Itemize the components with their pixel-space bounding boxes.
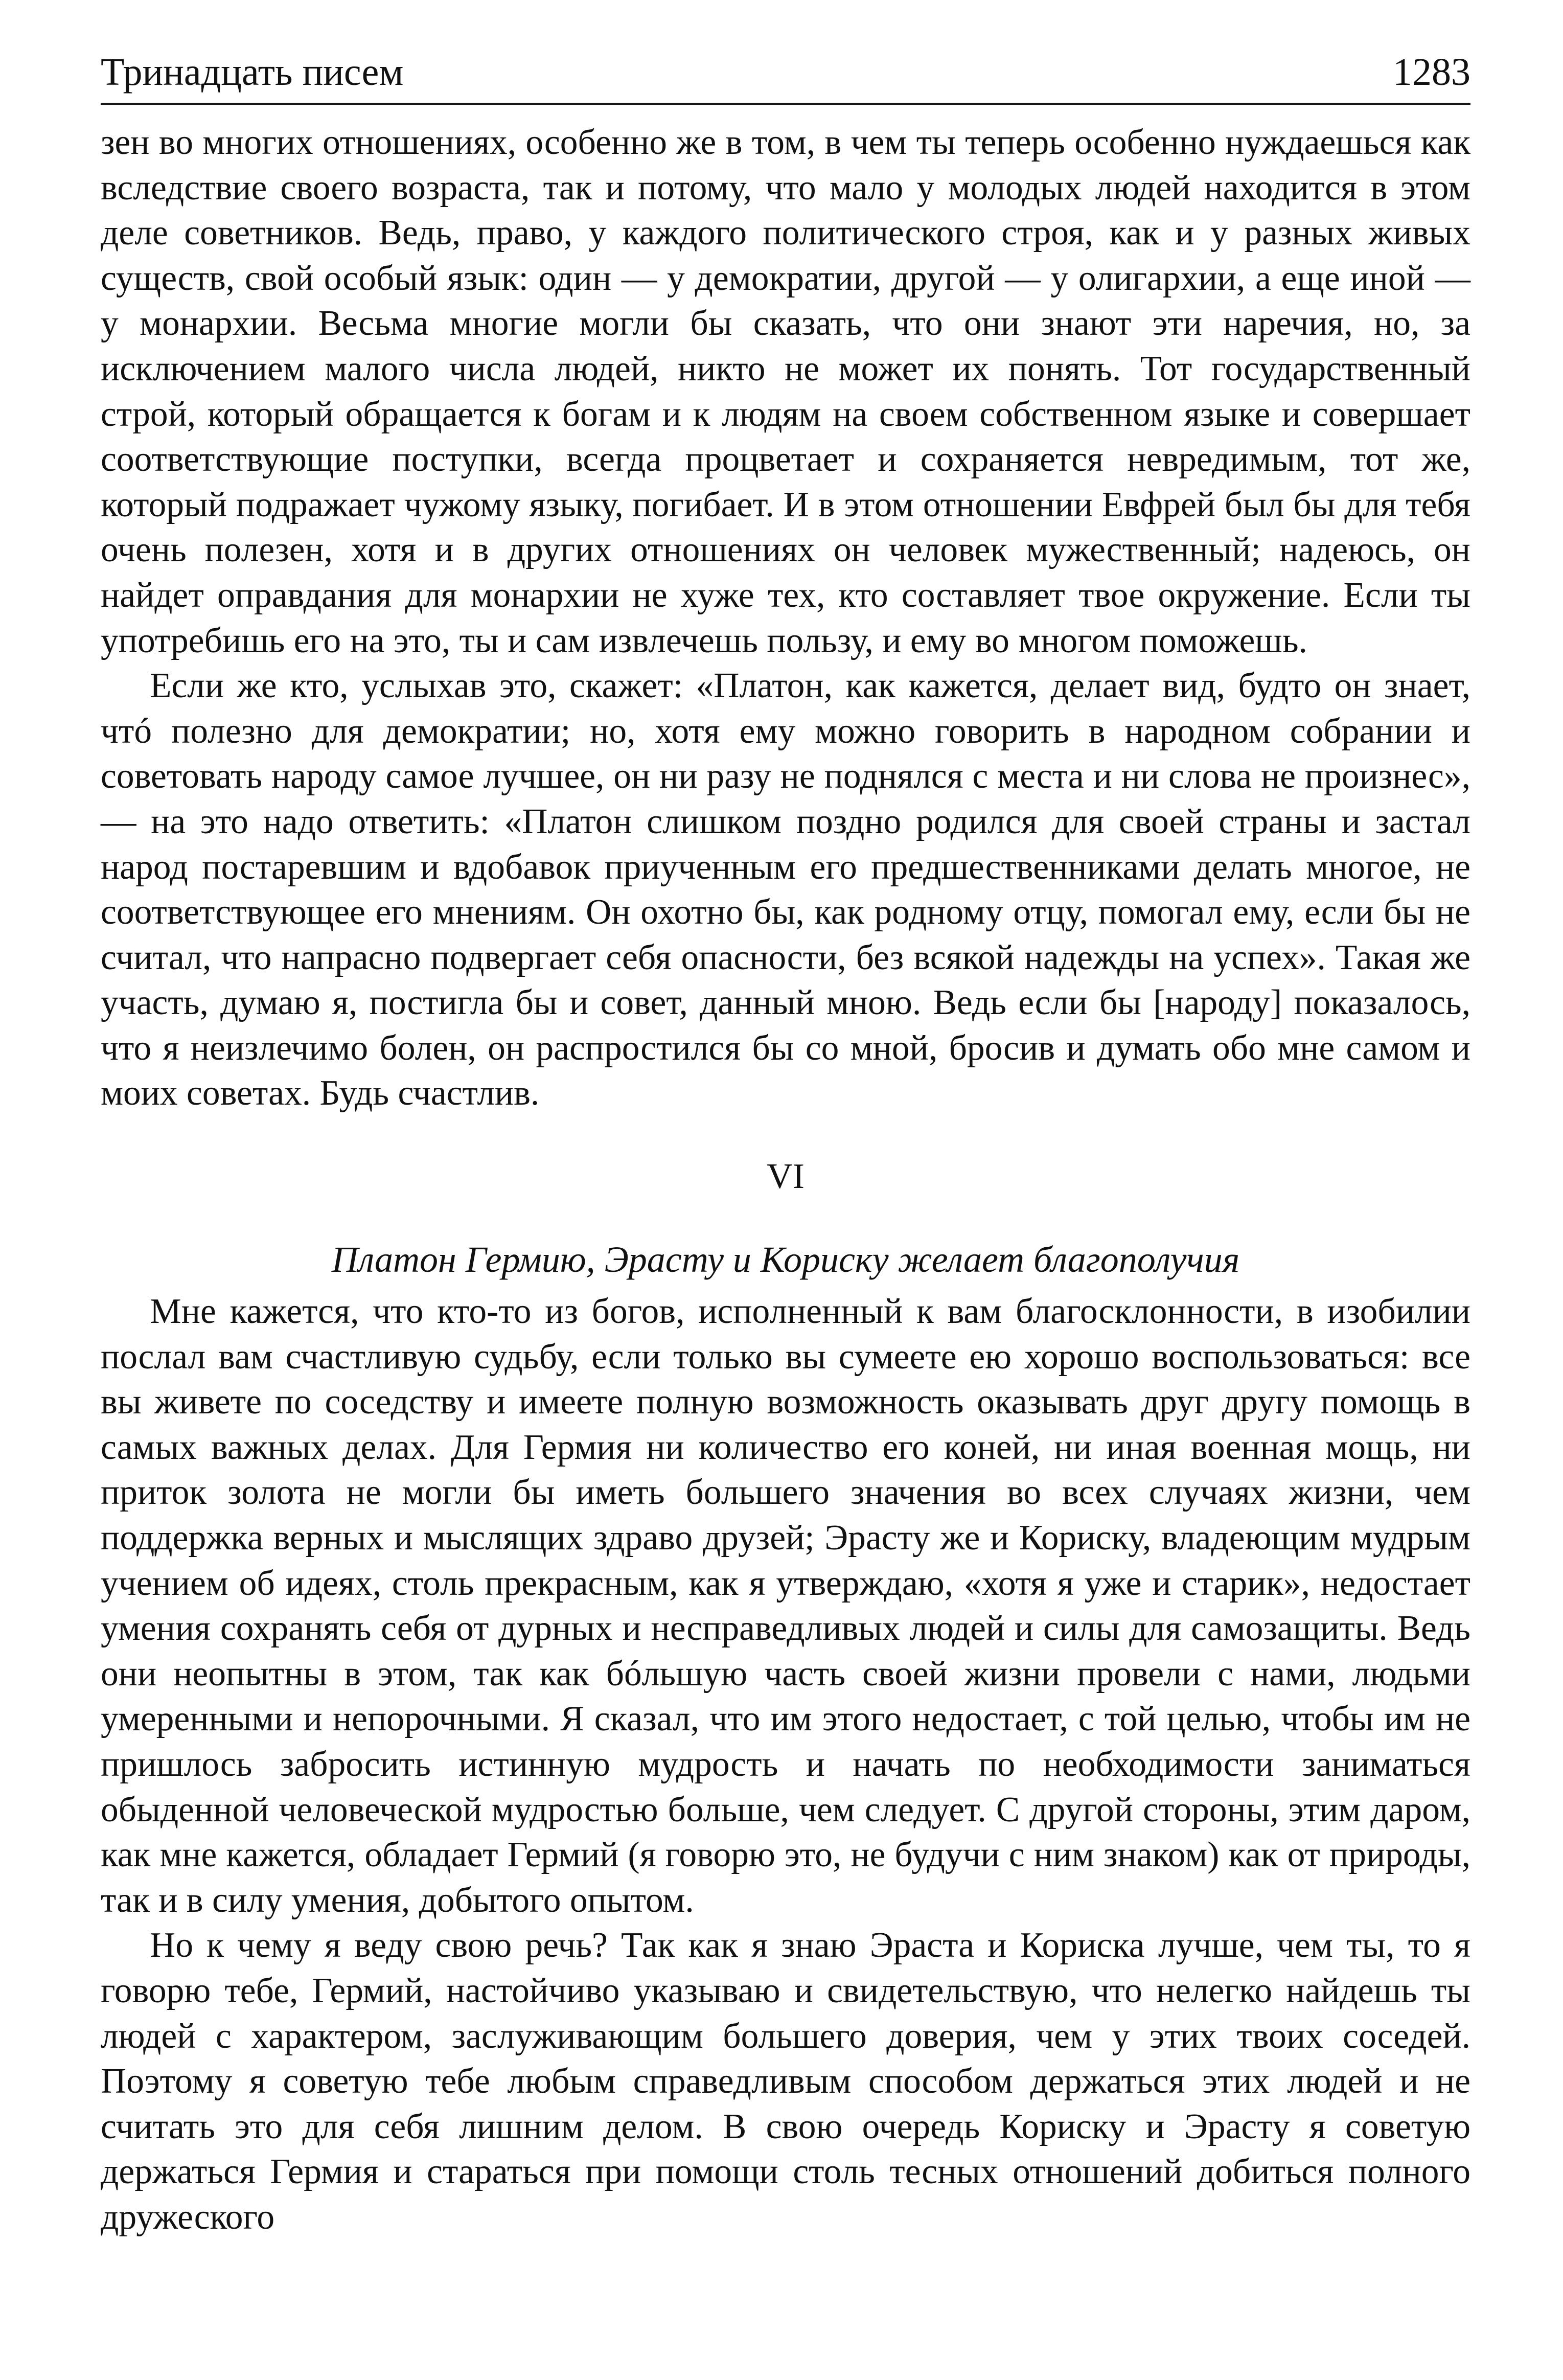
body-text (101, 120, 1470, 2240)
letter-heading: Платон Гермию, Эрасту и Кориску желает благополучия (331, 1239, 1240, 1280)
paragraph: Но к чему я веду свою речь? Так как я знаю Эраста и Кориска лучше, чем ты, то я говорю тебе, Гермий, настойчиво указываю и свидетельствую, что нелегко найдешь ты людей с характером, заслуживающим большего доверия, чем у этих твоих соседей. Поэтому я советую тебе любым справедливым способом держаться этих людей и не считать это для себя лишним делом. В свою очередь Кориску и Эрасту я советую держаться Гермия и стараться при помощи столь тесных отношений добиться полного дружеского (101, 1926, 1470, 2237)
book-page (101, 49, 1470, 2240)
page-number: 1283 (1393, 51, 1470, 94)
paragraph-continuation: зен во многих отношениях, особенно же в том, в чем ты теперь особенно нуждаешься как вследствие своего возраста, так и потому, что мало у молодых людей находится в этом деле советников. Ведь, право, у каждого политического строя, как и у разных живых существ, свой особый язык: один — у демократии, другой — у олигархии, а еще иной — у монархии. Весьма многие могли бы сказать, что они знают эти наречия, но, за исключением малого числа людей, никто не может их понять. Тот государственный строй, который обращается к богам и к людям на своем собственном языке и совершает соответствующие поступки, всегда процветает и сохраняется невредимым, тот же, который подражает чужому языку, погибает. И в этом отношении Евфрей был бы для тебя очень полезен, хотя и в других отношениях он человек мужественный; надеюсь, он найдет оправдания для монархии не хуже тех, кто составляет твое окружение. Если ты употребишь его на это, ты и сам извлечешь пользу, и ему во многом поможешь. (101, 123, 1470, 660)
running-header (101, 49, 1470, 105)
paragraph: Если же кто, услыхав это, скажет: «Платон, как кажется, делает вид, будто он знает, чтó полезно для демократии; но, хотя ему можно говорить в народном собрании и советовать народу самое лучшее, он ни разу не поднялся с места и ни слова не произнес», — на это надо ответить: «Платон слишком поздно родился для своей страны и застал народ постаревшим и вдобавок приученным его предшественниками делать многое, не соответствующее его мнениям. Он охотно бы, как родному отцу, помогал ему, если бы не считал, что напрасно подвергает себя опасности, без всякой надежды на успех». Такая же участь, думаю я, постигла бы и совет, данный мною. Ведь если бы [народу] показалось, что я неизлечимо болен, он распростился бы со мной, бросив и думать обо мне самом и моих советах. Будь счастлив. (101, 666, 1470, 1113)
paragraph: Мне кажется, что кто-то из богов, исполненный к вам благосклонности, в изобилии послал вам счастливую судьбу, если только вы сумеете ею хорошо воспользоваться: все вы живете по соседству и имеете полную возможность оказывать друг другу помощь в самых важных делах. Для Гермия ни количество его коней, ни иная военная мощь, ни приток золота не могли бы иметь большего значения во всех случаях жизни, чем поддержка верных и мыслящих здраво друзей; Эрасту же и Кориску, владеющим мудрым учением об идеях, столь прекрасным, как я утверждаю, «хотя я уже и старик», недостает умения сохранять себя от дурных и несправедливых людей и силы для самозащиты. Ведь они неопытны в этом, так как бóльшую часть своей жизни провели с нами, людьми умеренными и непорочными. Я сказал, что им этого недостает, с той целью, чтобы им не пришлось забросить истинную мудрость и начать по необходимости заниматься обыденной человеческой мудростью больше, чем следует. С другой стороны, этим даром, как мне кажется, обладает Гермий (я говорю это, не будучи с ним знаком) как от природы, так и в силу умения, добытого опытом. (101, 1292, 1470, 1920)
letter-number: VI (767, 1157, 805, 1197)
running-title: Тринадцать писем (101, 51, 404, 94)
